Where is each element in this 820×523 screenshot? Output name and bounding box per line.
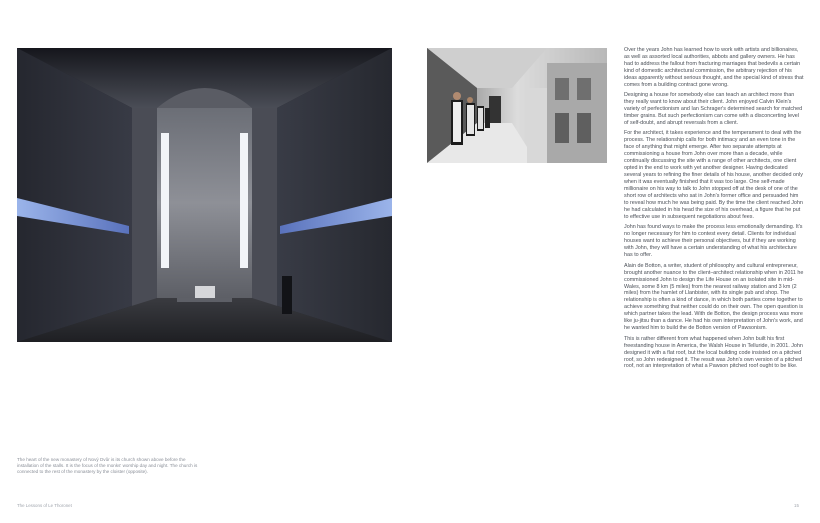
- church-interior-photo: [17, 48, 392, 342]
- body-text: [624, 47, 804, 374]
- body-paragraph: This is rather different from what happened when John built his first freestanding house in America, the Walsh House in Telluride, in 2001. John designed it with a flat roof, but the local building code insisted on a pitched roof, so John redesigned it. The result was John's own version of a pitched roof, not an interpretation of what a Pawson pitched roof ought to be like.: [624, 335, 803, 370]
- body-paragraph: For the architect, it takes experience and the temperament to deal with the process. The relationship calls for both intimacy and an even tone in the face of anything that might emerge. After two separate attempts at commissioning a house from John over more than a decade, while continually discussing the site with a range of other architects, one client opted in the end to work with yet another designer. Having dedicated several years to refining the finer details of his house, another decided only when it was eventually finished that it was too large. One self-made millionaire on his way to talk to John stopped off at the desk of one of the short row of architects who sat in John's former office and persuaded him to reveal how much he was being paid. By the time the client reached John he had calculated in his head the size of his overhead, a figure that he put to effective use in subsequent negotiations about fees.: [624, 130, 803, 220]
- body-paragraph: Over the years John has learned how to work with artists and billionaires, as well as assorted local authorities, abbots and gallery owners. He has had to address the fallout from fracturing marriages that bedevils a certain kind of domestic architectural commission, the arbitrary rejection of his ideas apparently without serious thought, and the special kind of stress that comes from a building contract gone wrong.: [624, 47, 804, 88]
- body-paragraph: John has found ways to make the process less emotionally demanding. It's no longer necessary for him to contest every detail. Clients for individual houses want to achieve their personal objectives, but if they are working with John, they will have a certain understanding of what his architecture has to offer.: [624, 224, 803, 259]
- body-paragraph: Designing a house for somebody else can teach an architect more than they really want to know about their client. John enjoyed Calvin Klein's variety of perfectionism and Ian Schrager's determined search for matched timber grains. But such perfectionism can come with a disconcerting level of self-doubt, and abrupt reversals from a client.: [624, 92, 803, 127]
- monks-cloister-photo: [427, 48, 607, 163]
- running-footer: The Lessons of Le Thoronet: [17, 503, 72, 508]
- photo-caption: The heart of the new monastery of Nový Dvůr is its church shown above before the installation of the stalls. It is the focus of the monks' worship day and night. The church is connected to the rest of the monastery by the cloister (opposite).: [17, 457, 198, 475]
- monks-cloister-illustration: [427, 48, 607, 163]
- page-number: 15: [794, 503, 799, 508]
- body-paragraph: Alain de Botton, a writer, student of philosophy and cultural entrepreneur, brought another nuance to the client–architect relationship when in 2011 he commissioned John to design the Life House on an isolated site in mid-Wales, some 8 km (5 miles) from the nearest railway station and 3 km (2 miles) from the hamlet of Llanbister, with its single pub and shop. The relationship is often a kind of dance, in which both parties come together to achieve something that neither could do on their own. The open question is which partner takes the lead. With de Botton, the design process was more like ju-jitsu than a dance. He had his own interpretation of John's work, and he wanted him to build the de Botton version of Pawsonism.: [624, 262, 804, 332]
- church-interior-illustration: [17, 48, 392, 342]
